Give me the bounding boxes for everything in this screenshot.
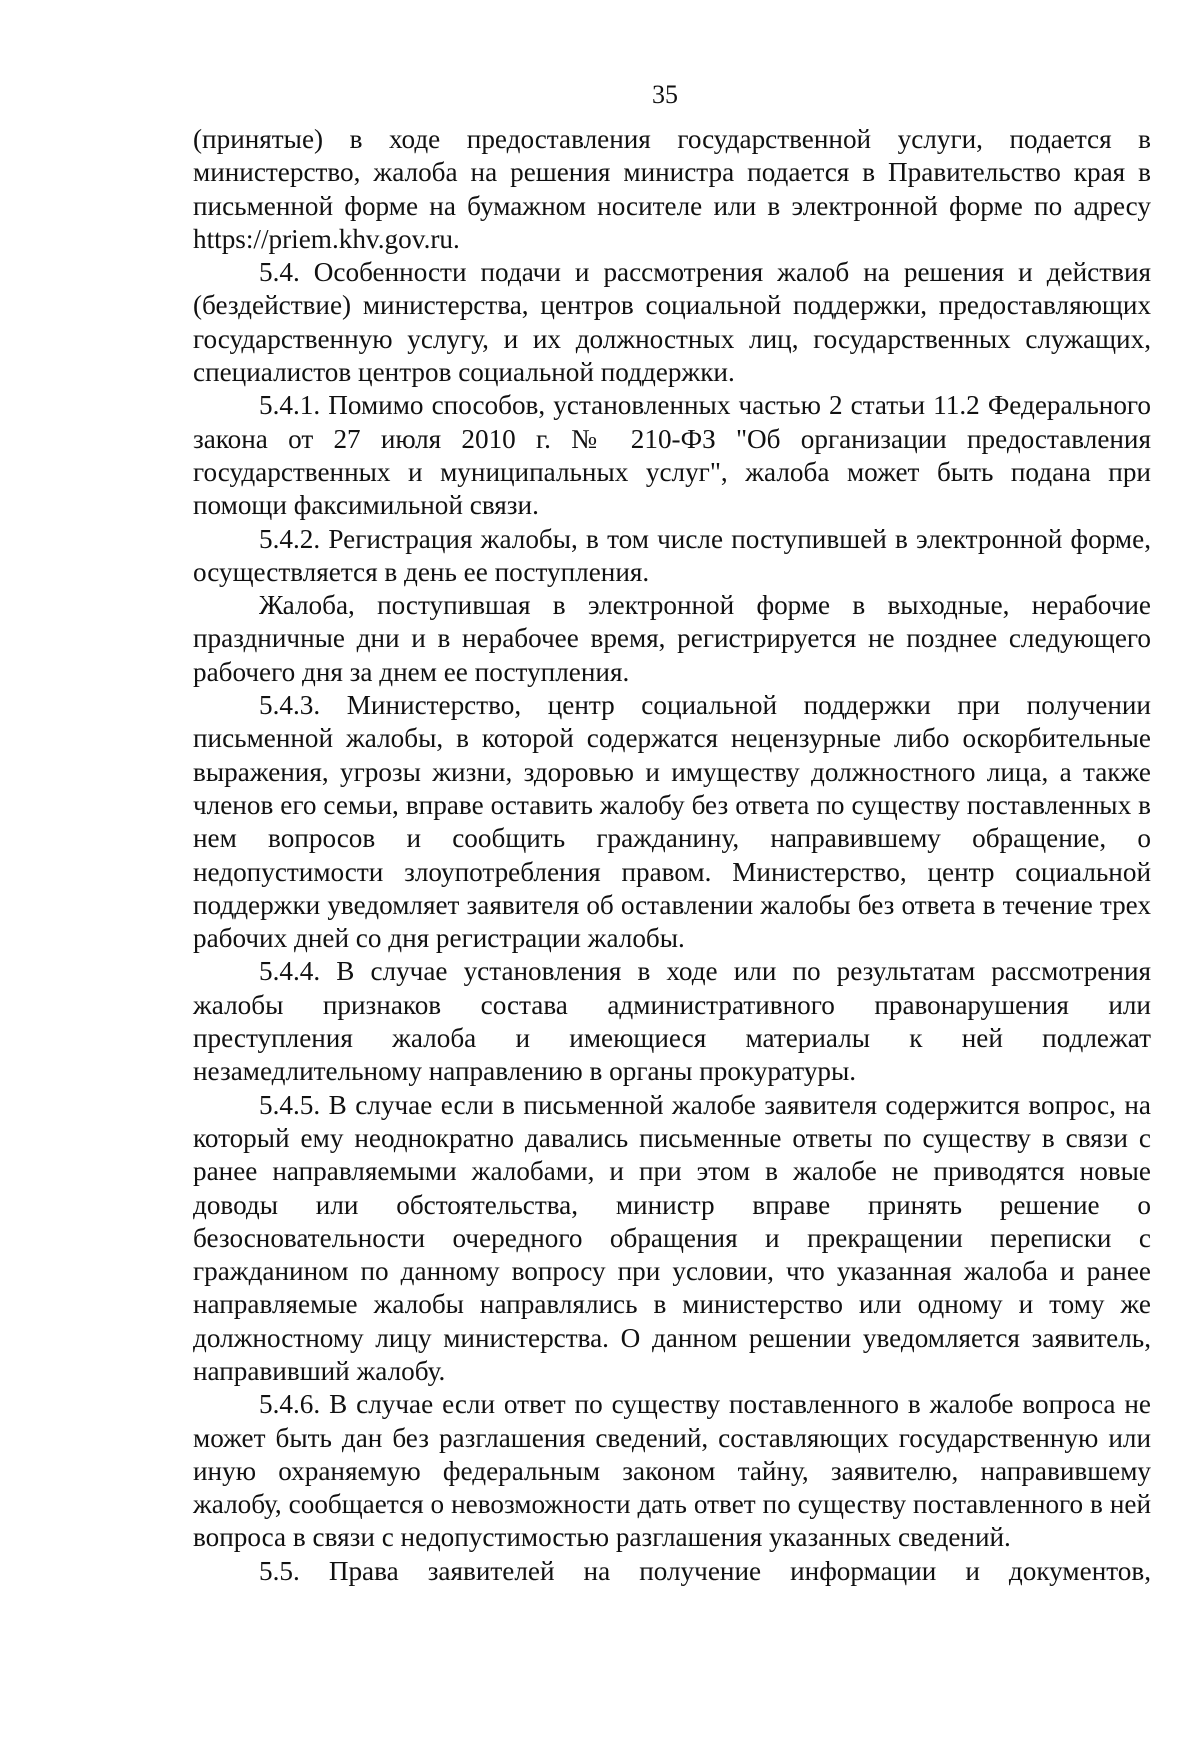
paragraph-5-4-2: 5.4.2. Регистрация жалобы, в том числе поступившей в электронной форме, осуществляется в день ее поступления.	[193, 523, 1151, 587]
paragraph-5-4: 5.4. Особенности подачи и рассмотрения жалоб на решения и действия (бездействие) министерства, центров социальной поддержки, предоставляющих государственную услугу, и их должностных лиц, государственных служащих, специалистов центров социальной поддержки.	[193, 257, 1151, 388]
paragraph-5-4-5: 5.4.5. В случае если в письменной жалобе заявителя содержится вопрос, на который ему неоднократно давались письменные ответы по существу в связи с ранее направляемыми жалобами, и при этом в жалобе не приводятся новые доводы или обстоятельства, министр вправе принять решение о безосновательности очередного обращения и прекращении переписки с гражданином по данному вопросу при условии, что указанная жалоба и ранее направляемые жалобы направлялись в министерство или одному и тому же должностному лицу министерства. О данном решении уведомляется заявитель, направивший жалобу.	[193, 1089, 1151, 1386]
paragraph-5-4-1: 5.4.1. Помимо способов, установленных частью 2 статьи 11.2 Федерального закона от 27 июля 2010 г. № 210-ФЗ "Об организации предоставления государственных и муниципальных услуг", жалоба может быть подана при помощи факсимильной связи.	[193, 390, 1151, 521]
paragraph-5-5: 5.5. Права заявителей на получение информации и документов,	[259, 1555, 1151, 1586]
paragraph-intro: (принятые) в ходе предоставления государственной услуги, подается в министерство, жалоба на решения министра подается в Правительство края в письменной форме на бумажном носителе или в электронной форме по адресу https://priem.khv.gov.ru.	[193, 124, 1151, 254]
paragraph-5-4-3: 5.4.3. Министерство, центр социальной поддержки при получении письменной жалобы, в которой содержатся нецензурные либо оскорбительные выражения, угрозы жизни, здоровью и имуществу должностного лица, а также членов его семьи, вправе оставить жалобу без ответа по существу поставленных в нем вопросов и сообщить гражданину, направившему обращение, о недопустимости злоупотребления правом. Министерство, центр социальной поддержки уведомляет заявителя об оставлении жалобы без ответа в течение трех рабочих дней со дня регистрации жалобы.	[193, 690, 1151, 954]
paragraph-5-4-6: 5.4.6. В случае если ответ по существу поставленного в жалобе вопроса не может быть дан без разглашения сведений, составляющих государственную или иную охраняемую федеральным законом тайну, заявителю, направившему жалобу, сообщается о невозможности дать ответ по существу поставленного в ней вопроса в связи с недопустимостью разглашения указанных сведений.	[193, 1389, 1151, 1553]
page-number: 35	[652, 80, 678, 109]
paragraph-5-4-4: 5.4.4. В случае установления в ходе или по результатам рассмотрения жалобы признаков состава административного правонарушения или преступления жалоба и имеющиеся материалы к ней подлежат незамедлительному направлению в органы прокуратуры.	[193, 956, 1151, 1087]
paragraph-5-4-2-continued: Жалоба, поступившая в электронной форме в выходные, нерабочие праздничные дни и в нерабочее время, регистрируется не позднее следующего рабочего дня за днем ее поступления.	[193, 590, 1151, 687]
document-body	[193, 123, 1151, 1588]
